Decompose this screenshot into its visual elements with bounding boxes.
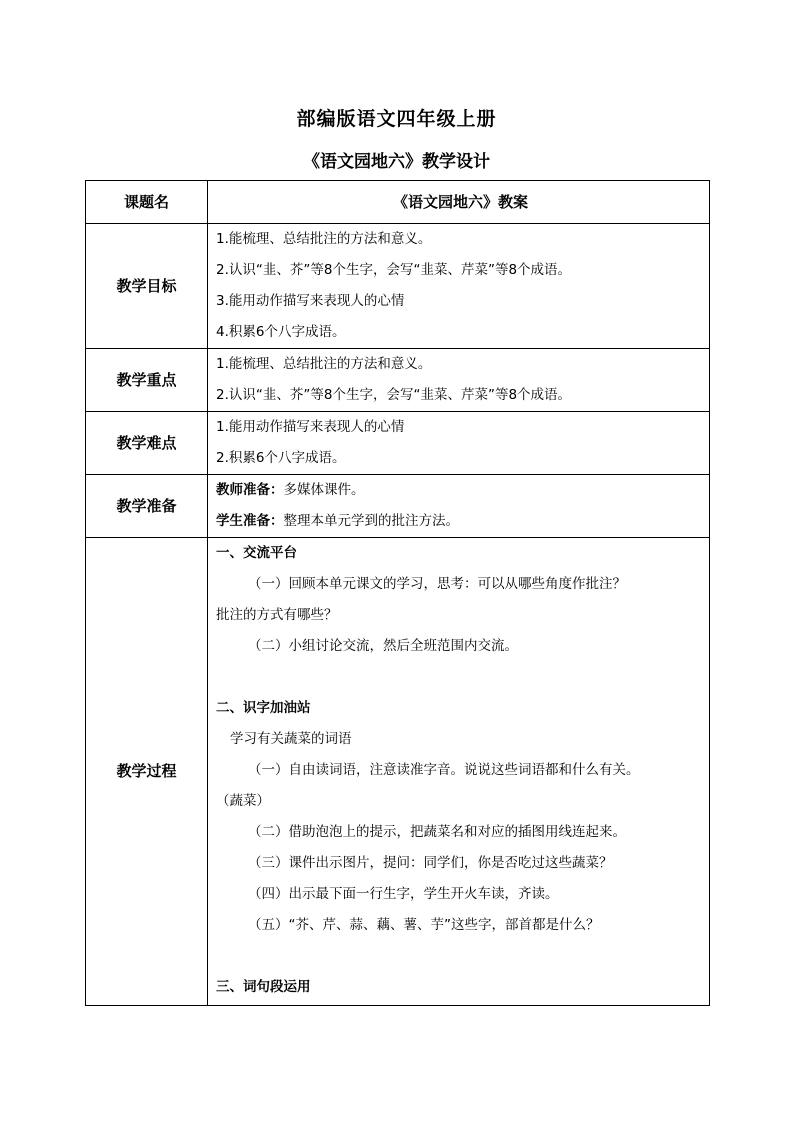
student-prep-text: 整理本单元学到的批注方法。 [283,513,459,529]
difficulty-label: 教学难点 [86,412,208,475]
teacher-prep-label: 教师准备： [216,482,284,498]
lesson-plan-table [85,180,710,1006]
focus-item: 2.认识“韭、芥”等8个生字，会写“韭菜、芹菜”等8个成语。 [216,387,572,403]
section-heading: 一、交流平台 [216,545,297,561]
process-paragraph: （二）借助泡泡上的提示，把蔬菜名和对应的插图用线连起来。 [248,824,626,840]
teacher-prep-text: 多媒体课件。 [283,482,365,498]
difficulty-item: 1.能用动作描写来表现人的心情 [216,419,405,435]
process-paragraph: （一）自由读词语，注意读准字音。说说这些词语都和什么有关。 [248,762,640,778]
difficulty-item: 2.积累6个八字成语。 [216,450,346,466]
difficulty-content [208,412,710,475]
process-paragraph: 批注的方式有哪些？ [216,607,338,623]
process-paragraph: 学习有关蔬菜的词语 [230,731,352,747]
student-prep-label: 学生准备： [216,513,284,529]
process-paragraph: （三）课件出示图片，提问：同学们，你是否吃过这些蔬菜？ [248,855,613,871]
document-subtitle: 《语文园地六》教学设计 [303,152,490,172]
goals-item: 4.积累6个八字成语。 [216,324,346,340]
table-row-prep [86,475,710,538]
student-prep [216,506,705,537]
spacer [216,662,705,693]
focus-item: 1.能梳理、总结批注的方法和意义。 [216,356,432,372]
goals-item: 1.能梳理、总结批注的方法和意义。 [216,231,432,247]
table-row-topic [86,181,710,224]
topic-label: 课题名 [86,181,208,224]
table-row-goals [86,224,710,349]
table-row-difficulty [86,412,710,475]
prep-label: 教学准备 [86,475,208,538]
process-label: 教学过程 [86,538,208,1006]
process-paragraph: （五）“芥、芹、蒜、藕、薯、芋”这些字，部首都是什么？ [248,917,600,933]
focus-content [208,349,710,412]
teacher-prep [216,475,705,506]
goals-item: 2.认识“韭、芥”等8个生字，会写“韭菜、芹菜”等8个成语。 [216,262,572,278]
process-paragraph: （二）小组讨论交流，然后全班范围内交流。 [248,638,518,654]
spacer [216,941,705,972]
section-heading: 二、识字加油站 [216,700,311,716]
focus-label: 教学重点 [86,349,208,412]
process-paragraph: （一）回顾本单元课文的学习，思考：可以从哪些角度作批注？ [248,576,626,592]
table-row-process [86,538,710,1006]
goals-content [208,224,710,349]
document-title: 部编版语文四年级上册 [296,108,497,130]
goals-item: 3.能用动作描写来表现人的心情 [216,293,405,309]
topic-value: 《语文园地六》教案 [208,181,710,224]
section-heading: 三、词句段运用 [216,979,311,995]
process-content [208,538,710,1006]
table-row-focus [86,349,710,412]
prep-content [208,475,710,538]
goals-label: 教学目标 [86,224,208,349]
process-paragraph: （四）出示最下面一行生字，学生开火车读，齐读。 [248,886,559,902]
process-paragraph: （蔬菜） [216,793,270,809]
